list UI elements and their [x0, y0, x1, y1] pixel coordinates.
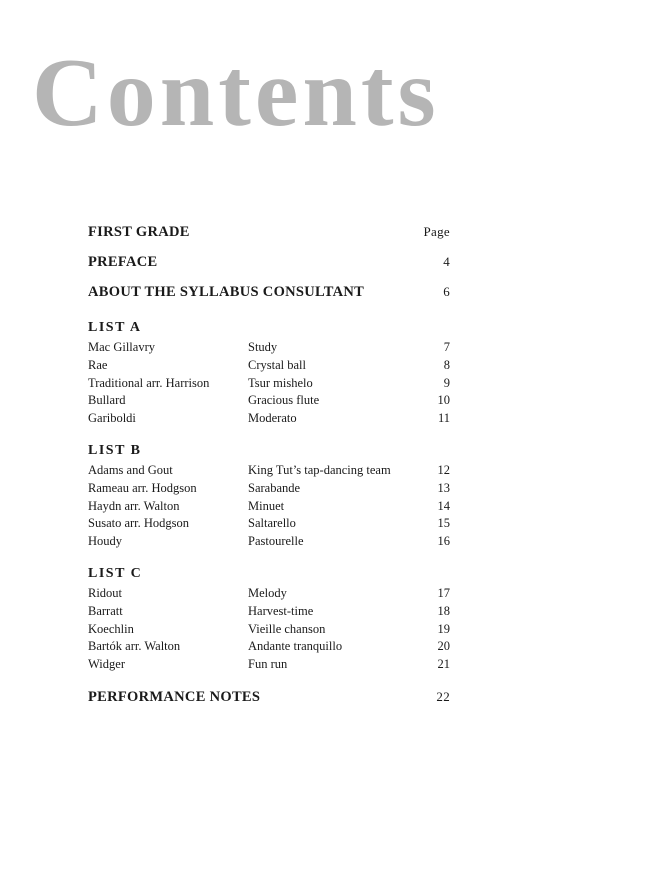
piece-title: Study [248, 340, 278, 354]
piece-title: Sarabande [248, 480, 301, 495]
list-item[interactable] [88, 481, 450, 499]
composer: Barratt [88, 603, 123, 618]
composer: Houdy [88, 534, 123, 549]
piece-title: Minuet [248, 498, 285, 513]
composer: Gariboldi [88, 411, 136, 426]
page-column-label: Page [423, 224, 450, 239]
piece-title: Saltarello [248, 516, 296, 531]
list-item[interactable] [88, 376, 450, 394]
page-title: Contents [32, 39, 440, 147]
list-a-title: LIST A [88, 320, 142, 335]
list-item[interactable] [88, 639, 450, 657]
piece-title: King Tut’s tap-dancing team [248, 462, 391, 477]
page-number: 21 [437, 657, 450, 672]
piece-title: Harvest-time [248, 603, 314, 618]
piece-title: Melody [248, 585, 287, 600]
list-item[interactable] [88, 411, 450, 429]
toc-entry-performance-notes[interactable] [88, 689, 450, 719]
grade-heading: FIRST GRADE [88, 224, 190, 240]
piece-title: Tsur mishelo [248, 375, 313, 390]
piece-title: Moderato [248, 411, 297, 426]
page-number: 18 [437, 603, 450, 618]
piece-title: Vieille chanson [248, 621, 326, 636]
page-number: 16 [437, 534, 450, 549]
page-number: 13 [437, 480, 450, 495]
piece-title: Andante tranquillo [248, 639, 343, 654]
list-item[interactable] [88, 358, 450, 376]
syllabus-consultant-page: 6 [443, 284, 450, 299]
page-number: 15 [437, 516, 450, 531]
page-number: 12 [437, 462, 450, 477]
page-number: 7 [443, 340, 450, 354]
composer: Ridout [88, 585, 123, 600]
list-item[interactable] [88, 534, 450, 552]
page-number: 11 [437, 411, 450, 426]
composer: Bartók arr. Walton [88, 639, 181, 654]
page-number: 10 [437, 393, 450, 408]
piece-title: Crystal ball [248, 357, 306, 372]
composer: Koechlin [88, 621, 134, 636]
piece-title: Gracious flute [248, 393, 320, 408]
composer: Traditional arr. Harrison [88, 375, 210, 390]
list-item[interactable] [88, 657, 450, 675]
composer: Widger [88, 657, 125, 672]
page-number: 20 [437, 639, 450, 654]
grade-heading-row [88, 224, 450, 254]
list-item[interactable] [88, 393, 450, 411]
list-c-title: LIST C [88, 565, 143, 581]
list-item[interactable] [88, 586, 450, 604]
page-number: 8 [443, 357, 450, 372]
page-number: 17 [437, 585, 450, 600]
preface-page: 4 [443, 254, 450, 269]
piece-title: Fun run [248, 657, 288, 672]
composer: Bullard [88, 393, 126, 408]
preface-label: PREFACE [88, 254, 158, 270]
toc-entry-preface[interactable] [88, 254, 450, 284]
list-item[interactable] [88, 622, 450, 640]
composer: Susato arr. Hodgson [88, 516, 190, 531]
table-of-contents [88, 224, 450, 719]
list-b-section [88, 443, 450, 552]
performance-notes-label: PERFORMANCE NOTES [88, 688, 261, 705]
list-item[interactable] [88, 340, 450, 358]
toc-entry-syllabus-consultant[interactable] [88, 284, 450, 314]
composer: Rae [88, 357, 108, 372]
list-item[interactable] [88, 463, 450, 481]
list-b-title: LIST B [88, 442, 142, 458]
composer: Mac Gillavry [88, 340, 155, 354]
list-item[interactable] [88, 499, 450, 517]
performance-notes-page: 22 [436, 688, 450, 704]
list-a-section [88, 320, 450, 429]
composer: Haydn arr. Walton [88, 498, 180, 513]
composer: Rameau arr. Hodgson [88, 480, 197, 495]
page-number: 19 [437, 621, 450, 636]
piece-title: Pastourelle [248, 534, 304, 549]
page-number: 9 [443, 375, 450, 390]
list-item[interactable] [88, 604, 450, 622]
composer: Adams and Gout [88, 462, 173, 477]
syllabus-consultant-label: ABOUT THE SYLLABUS CONSULTANT [88, 284, 365, 300]
list-c-section [88, 566, 450, 675]
page-number: 14 [437, 498, 450, 513]
list-item[interactable] [88, 516, 450, 534]
